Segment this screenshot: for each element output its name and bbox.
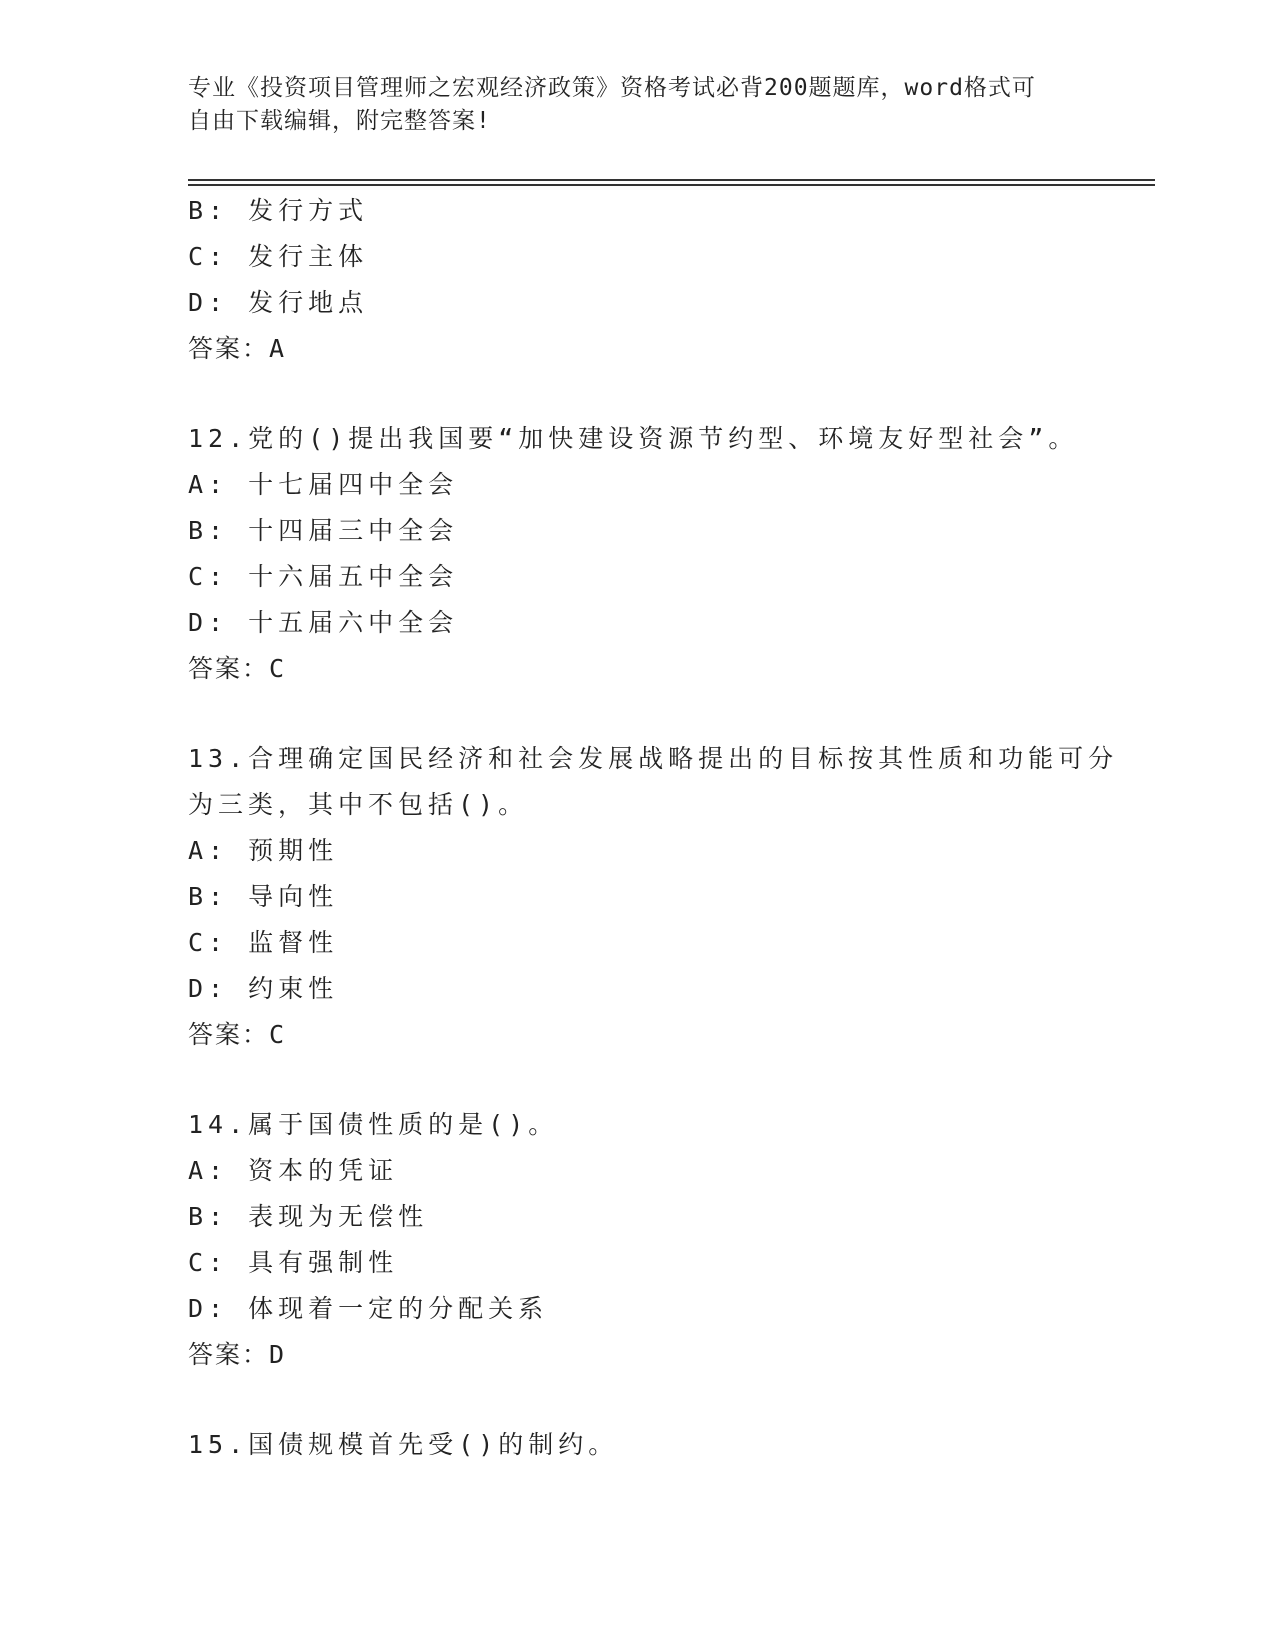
option-c: C: 监督性 — [188, 928, 339, 957]
answer-label: 答案： — [188, 654, 270, 683]
answer-label: 答案： — [188, 334, 270, 363]
spacer — [188, 1378, 1088, 1422]
option-b: B: 发行方式 — [188, 196, 369, 225]
option-c: C: 具有强制性 — [188, 1248, 399, 1277]
question-list — [188, 188, 1119, 1468]
option-b: B: 表现为无偿性 — [188, 1202, 429, 1231]
document-header — [188, 72, 1068, 138]
answer — [188, 1332, 1088, 1378]
answer-label: 答案： — [188, 1020, 270, 1049]
question-text: 12.党的()提出我国要“加快建设资源节约型、环境友好型社会”。 — [188, 424, 1079, 453]
answer — [188, 326, 1088, 372]
answer — [188, 1012, 1088, 1058]
option-c: C: 十六届五中全会 — [188, 562, 459, 591]
option-a: A: 预期性 — [188, 836, 339, 865]
question-15 — [188, 1422, 1088, 1468]
question-text: 15.国债规模首先受()的制约。 — [188, 1430, 619, 1459]
answer-value: D — [269, 1340, 287, 1369]
question-text-line-2: 为三类，其中不包括()。 — [188, 790, 529, 819]
option-d: D: 约束性 — [188, 974, 339, 1003]
spacer — [188, 1058, 1088, 1102]
header-divider-bottom — [188, 184, 1155, 186]
spacer — [188, 692, 1088, 736]
header-line-2: 自由下载编辑，附完整答案! — [188, 108, 491, 134]
header-line-1: 专业《投资项目管理师之宏观经济政策》资格考试必背200题题库，word格式可 — [188, 75, 1036, 101]
answer-label: 答案： — [188, 1340, 270, 1369]
option-a: A: 十七届四中全会 — [188, 470, 459, 499]
option-d: D: 体现着一定的分配关系 — [188, 1294, 549, 1323]
option-b: B: 十四届三中全会 — [188, 516, 459, 545]
question-11-continuation — [188, 188, 1088, 372]
question-12 — [188, 416, 1088, 692]
header-divider-top — [188, 179, 1155, 181]
option-c: C: 发行主体 — [188, 242, 369, 271]
answer-value: C — [269, 1020, 287, 1049]
option-b: B: 导向性 — [188, 882, 339, 911]
question-14 — [188, 1102, 1088, 1378]
answer-value: C — [269, 654, 287, 683]
answer — [188, 646, 1088, 692]
option-a: A: 资本的凭证 — [188, 1156, 399, 1185]
option-d: D: 发行地点 — [188, 288, 369, 317]
question-text-line-1: 13.合理确定国民经济和社会发展战略提出的目标按其性质和功能可分 — [188, 744, 1119, 773]
question-text: 14.属于国债性质的是()。 — [188, 1110, 559, 1139]
spacer — [188, 372, 1088, 416]
option-d: D: 十五届六中全会 — [188, 608, 459, 637]
question-13 — [188, 736, 1119, 1058]
answer-value: A — [269, 334, 287, 363]
